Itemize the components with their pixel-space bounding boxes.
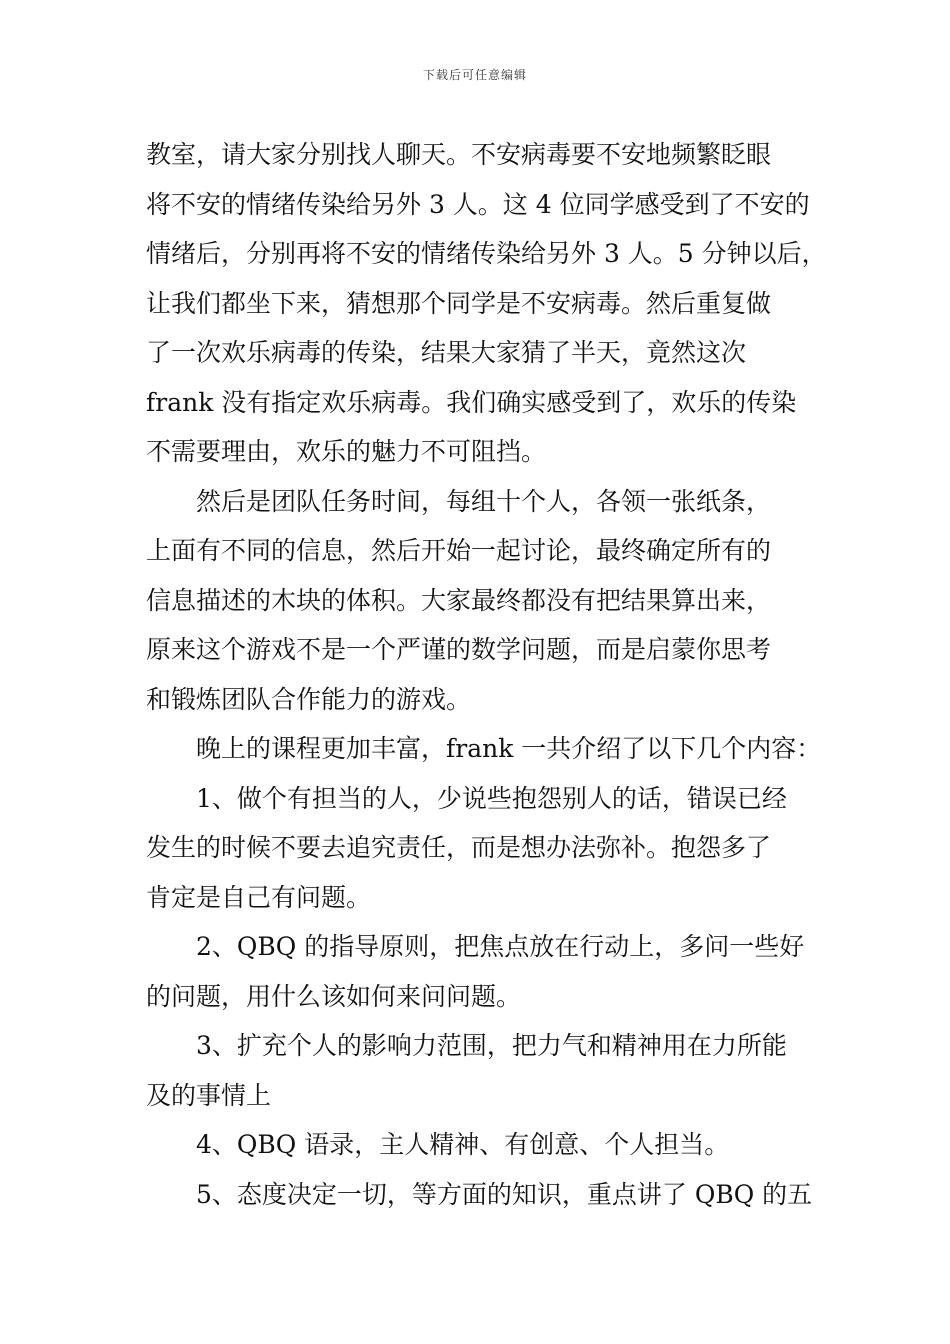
text-line: 1、做个有担当的人，少说些抱怨别人的话，错误已经: [196, 783, 787, 813]
text-line: 5、态度决定一切，等方面的知识，重点讲了 QBQ 的五: [196, 1179, 813, 1209]
paragraph-evening-intro: [146, 724, 836, 774]
document-body: [146, 130, 836, 1219]
text-line: 肯定是自己有问题。: [146, 882, 372, 912]
paragraph-virus-game: [146, 130, 836, 477]
text-line: frank 没有指定欢乐病毒。我们确实感受到了，欢乐的传染: [146, 387, 797, 417]
text-line: 情绪后，分别再将不安的情绪传染给另外 3 人。5 分钟以后，: [146, 239, 827, 268]
text-line: 让我们都坐下来，猜想那个同学是不安病毒。然后重复做: [146, 288, 772, 318]
text-line: 不需要理由，欢乐的魅力不可阻挡。: [146, 437, 547, 466]
text-line: 然后是团队任务时间，每组十个人，各领一张纸条，: [196, 486, 772, 516]
text-line: 和锻炼团队合作能力的游戏。: [146, 684, 472, 714]
text-line: 发生的时候不要去追究责任，而是想办法弥补。抱怨多了: [146, 833, 772, 862]
text-line: 教室，请大家分别找人聊天。不安病毒要不安地频繁眨眼: [146, 140, 772, 169]
page-header: 下载后可任意编辑: [422, 68, 527, 82]
text-line: 4、QBQ 语录，主人精神、有创意、个人担当。: [196, 1130, 730, 1159]
list-item-4: [146, 1120, 836, 1170]
list-item-3: [146, 1021, 836, 1120]
list-item-5: [146, 1170, 836, 1220]
text-line: 原来这个游戏不是一个严谨的数学问题，而是启蒙你思考: [146, 635, 772, 664]
text-line: 的问题，用什么该如何来问问题。: [146, 981, 522, 1011]
text-line: 上面有不同的信息，然后开始一起讨论，最终确定所有的: [146, 536, 772, 565]
text-line: 信息描述的木块的体积。大家最终都没有把结果算出来，: [146, 585, 772, 615]
paragraph-team-task: [146, 477, 836, 725]
text-line: 3、扩充个人的影响力范围，把力气和精神用在力所能: [196, 1031, 787, 1060]
list-item-2: [146, 922, 836, 1021]
text-line: 及的事情上: [146, 1080, 272, 1110]
list-item-1: [146, 774, 836, 923]
text-line: 将不安的情绪传染给另外 3 人。这 4 位同学感受到了不安的: [146, 189, 810, 219]
text-line: 晚上的课程更加丰富，frank 一共介绍了以下几个内容：: [196, 734, 822, 763]
text-line: 2、QBQ 的指导原则，把焦点放在行动上，多问一些好: [196, 932, 805, 961]
text-line: 了一次欢乐病毒的传染，结果大家猜了半天，竟然这次: [146, 338, 747, 367]
